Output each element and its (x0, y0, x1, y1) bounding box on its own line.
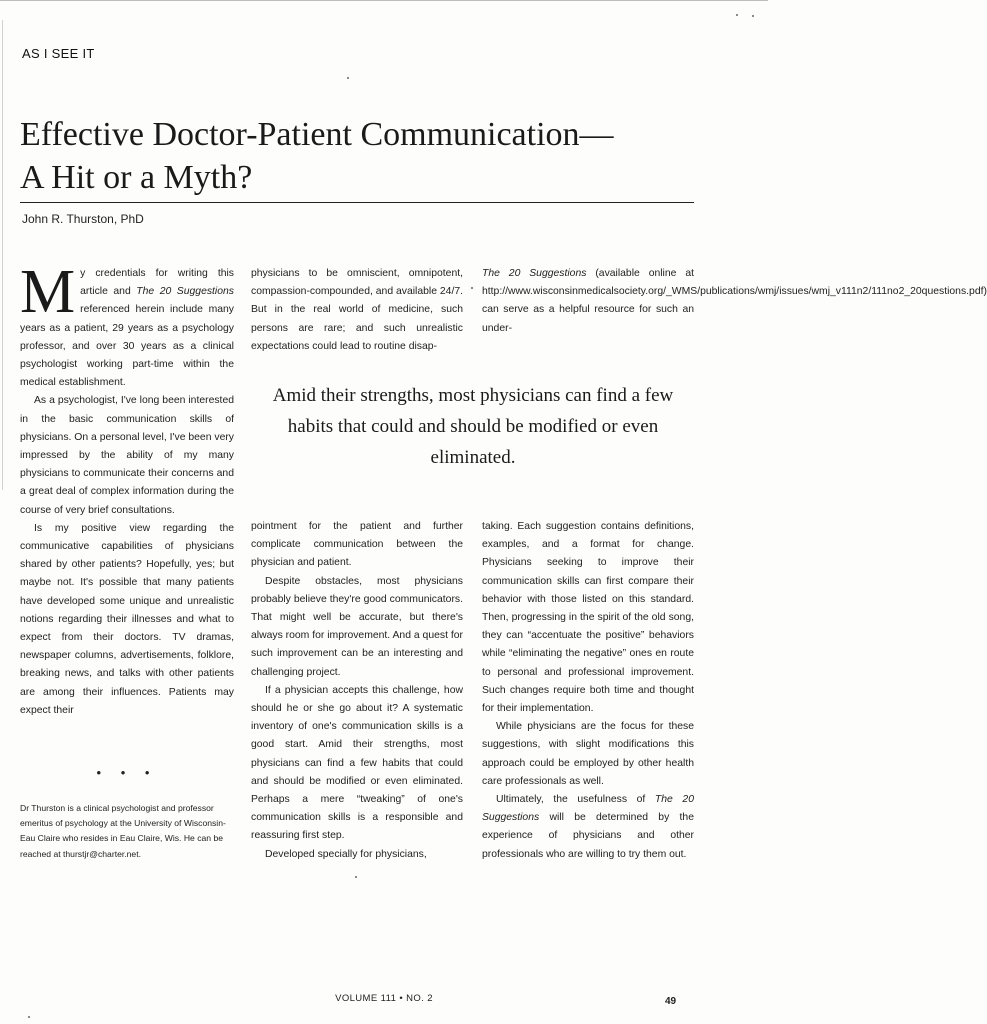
top-border-rule (0, 0, 768, 1)
drop-cap: M (20, 258, 76, 326)
left-margin-rule (2, 20, 3, 490)
scan-speck (28, 1016, 30, 1018)
scan-speck (736, 14, 738, 16)
author-bio: Dr Thurston is a clinical psychologist and professor emeritus of psychology at the University of Wisconsin-Eau Claire who resides in Eau Claire, Wis. He can be reached at thurstjr@charter.net. (20, 803, 226, 859)
scan-speck (471, 287, 473, 289)
title-line-1: Effective Doctor-Patient Communication— (20, 116, 614, 153)
paragraph: Developed specially for physicians, (265, 848, 427, 860)
column-1-text (20, 258, 234, 720)
column-2-top-text (251, 265, 463, 356)
paragraph: pointment for the patient and further complicate communication between the physician and patient. (251, 521, 463, 569)
paragraph: As a psychologist, I've long been interested in the basic communication skills of physicians. On a personal level, I've been very impressed by the ability of my many physicians to communicate their concerns and a great deal of complex information during the course of very brief consultations. (20, 395, 234, 516)
scan-speck (355, 876, 357, 878)
column-2-bottom-text (251, 518, 463, 864)
pull-quote: Amid their strengths, most physicians can find a few habits that could and should be modified or even eliminated. (272, 385, 674, 468)
paragraph: Is my positive view regarding the communicative capabilities of physicians shared by other patients? Hopefully, yes; but maybe not. It's possible that many patients have developed some unique and unrealistic notions regarding their illnesses and what to expect from their doctors. TV dramas, newspaper columns, advertisements, folklore, breaking news, and talks with other patients are among their influences. Patients may expect their (20, 522, 234, 716)
article-title (20, 113, 720, 199)
scan-speck (347, 77, 349, 79)
title-line-2: A Hit or a Myth? (20, 159, 253, 196)
column-3-bottom-text (482, 518, 694, 864)
author-byline: John R. Thurston, PhD (22, 212, 144, 226)
section-separator: • • • (96, 765, 158, 780)
paragraph: Ultimately, the usefulness of The 20 Suggestions will be determined by the experience of physicians and other professionals who are willing to try them out. (482, 794, 694, 860)
title-underline-rule (20, 202, 694, 203)
paragraph: taking. Each suggestion contains definitions, examples, and a format for change. Physicians seeking to improve their communication skills can first compare their behavior with those listed on this standard. Then, progressing in the spirit of the old song, they can “accentuate the positive” behaviors while “eliminating the negative” ones en route to personal and professional improvement. Such changes require both time and thought for their implementation. (482, 521, 694, 715)
section-label: AS I SEE IT (22, 46, 95, 61)
paragraph: y credentials for writing this article and The 20 Suggestions referenced herein include many years as a patient, 29 years as a psychology professor, and over 30 years as a clinical psychologist working part-time within the medical establishment. (20, 268, 234, 389)
page-number: 49 (665, 996, 677, 1007)
paragraph: While physicians are the focus for these suggestions, with slight modifications this approach could be employed by other health care professionals as well. (482, 721, 694, 787)
paragraph: If a physician accepts this challenge, how should he or she go about it? A systematic inventory of one's communication skills is a good start. Amid their strengths, most physicians can find a few habits that could and should be modified or even eliminated. Perhaps a mere “tweaking” of one's communication skills is a responsible and reassuring first step. (251, 684, 463, 842)
paragraph: Despite obstacles, most physicians probably believe they're good communicators. That might well be accurate, but there's always room for improvement. And a quest for such improvement can be an interesting and challenging project. (251, 575, 463, 678)
scan-speck (752, 15, 754, 17)
column-3-top-text (482, 265, 987, 338)
volume-footer: VOLUME 111 • NO. 2 (335, 993, 433, 1004)
paragraph: physicians to be omniscient, omnipotent, compassion-compounded, and available 24/7. But in the real world of medicine, such persons are rare; and such unrealistic expectations could lead to routine disap- (251, 268, 463, 352)
paragraph: The 20 Suggestions (available online at http://www.wisconsinmedicalsociety.org/_WMS/publications/wmj/issues/wmj_v111n2/111no2_20questions.pdf) can serve as a helpful resource for such an under- (482, 268, 987, 334)
